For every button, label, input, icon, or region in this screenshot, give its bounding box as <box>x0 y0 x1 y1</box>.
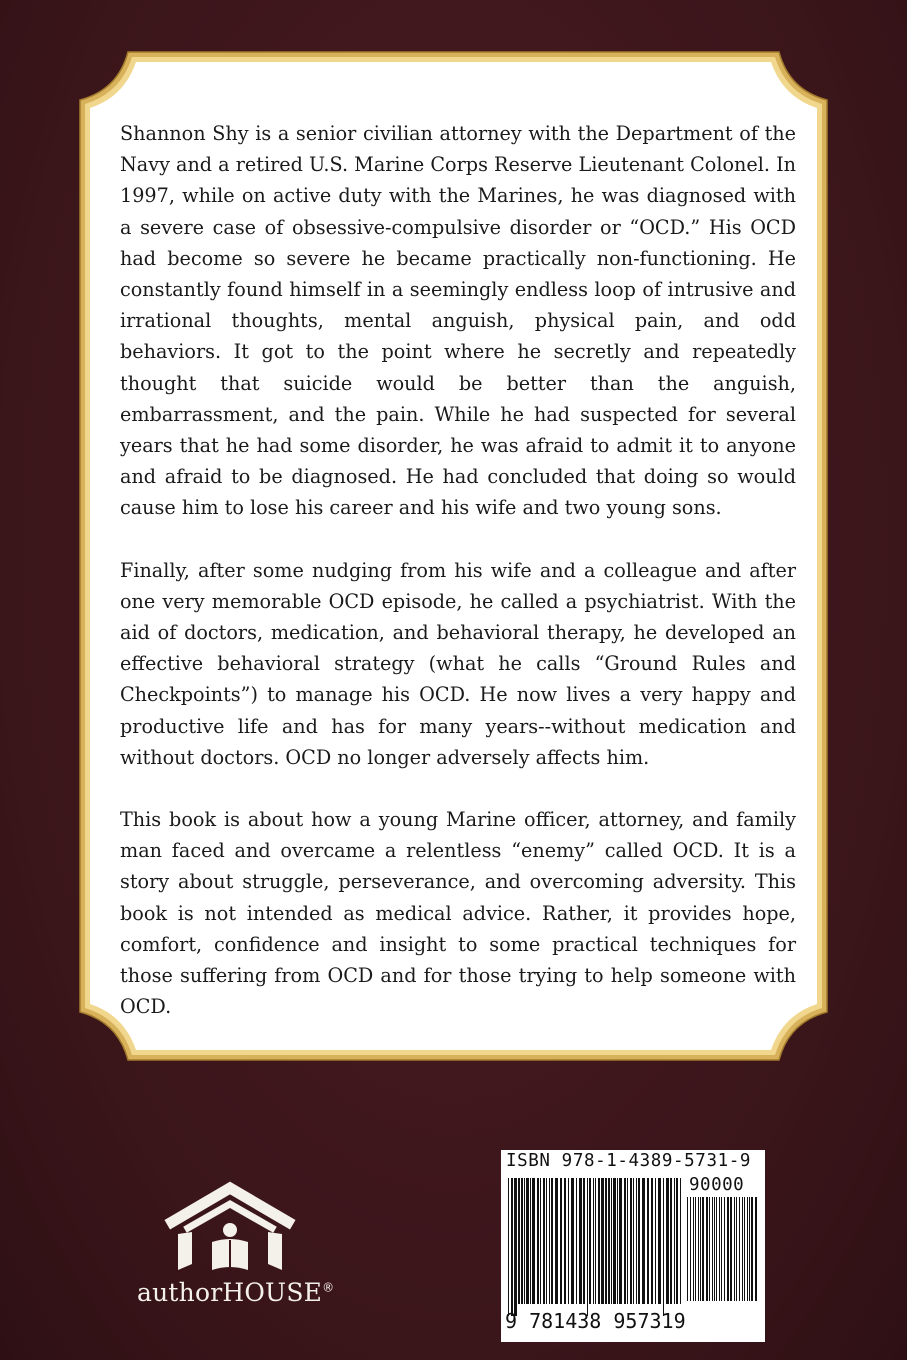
main-barcode-bars <box>508 1178 684 1318</box>
barcode-bar <box>576 1178 577 1304</box>
barcode-bar <box>524 1178 525 1304</box>
barcode-bar <box>676 1178 678 1304</box>
barcode-bar <box>714 1197 715 1301</box>
barcode-bar <box>698 1197 699 1301</box>
barcode-bar <box>647 1178 649 1304</box>
barcode-bar <box>739 1197 740 1301</box>
barcode-bar <box>537 1178 539 1304</box>
barcode-bar <box>636 1178 637 1304</box>
barcode-bar <box>716 1197 717 1301</box>
barcode-bar <box>709 1197 710 1301</box>
barcode-bar <box>583 1178 585 1304</box>
barcode-bar <box>624 1178 626 1304</box>
barcode-bar <box>651 1178 653 1304</box>
barcode-bar <box>530 1178 531 1304</box>
barcode-bar <box>663 1178 664 1316</box>
barcode-bar <box>749 1197 750 1301</box>
barcode-bar <box>619 1178 622 1304</box>
barcode-digits: 9 781438 957319 <box>505 1309 686 1333</box>
barcode-bar <box>719 1197 720 1301</box>
barcode-bar <box>555 1178 558 1304</box>
barcode-bar <box>514 1178 517 1316</box>
barcode-bar <box>693 1197 694 1301</box>
barcode-bar <box>695 1197 696 1301</box>
barcode-bar <box>690 1197 691 1301</box>
barcode-bar <box>551 1178 553 1304</box>
barcode-bar <box>521 1178 523 1304</box>
barcode-bar <box>721 1197 722 1301</box>
barcode-bar <box>655 1178 656 1304</box>
barcode-bar <box>687 1197 688 1301</box>
barcode-bar <box>755 1197 757 1301</box>
barcode-bar <box>508 1178 509 1316</box>
barcode-bar <box>712 1197 713 1301</box>
barcode-bar <box>633 1178 634 1304</box>
barcode-bar <box>540 1178 541 1304</box>
barcode-bar <box>706 1197 708 1301</box>
barcode-bar <box>736 1197 737 1301</box>
barcode-bar <box>744 1197 745 1301</box>
barcode-bar <box>579 1178 582 1304</box>
barcode-bar <box>742 1197 743 1301</box>
publisher-wordmark: authorHOUSE® <box>137 1278 335 1307</box>
barcode-bar <box>532 1178 535 1304</box>
barcode-bar <box>601 1178 604 1304</box>
barcode-bar <box>549 1178 550 1304</box>
barcode-bar <box>680 1178 681 1304</box>
barcode-bar <box>564 1178 566 1304</box>
back-cover-blurb <box>120 118 796 1022</box>
barcode-bar <box>734 1197 735 1301</box>
barcode-bar <box>630 1178 632 1304</box>
barcode-bar <box>598 1178 600 1304</box>
barcode-bar <box>617 1178 618 1304</box>
barcode-bar <box>608 1178 610 1304</box>
blurb-paragraph-3: This book is about how a young Marine officer, attorney, and family man faced and overcame a relentless “enemy” called OCD. It is a story about struggle, perseverance, and overcoming adversity. This book is not intended as medical advice. Rather, it provides hope, comfort, confidence and insight to some practical techniques for those suffering from OCD and for those trying to help someone with OCD. <box>120 808 796 1019</box>
barcode-bar <box>674 1178 675 1304</box>
barcode-bar <box>730 1197 732 1301</box>
barcode-bar <box>571 1178 574 1304</box>
blurb-paragraph-2: Finally, after some nudging from his wife and a colleague and after one very memorable OCD episode, he called a psychiatrist. With the aid of doctors, medication, and behavioral therapy, he developed an effective behavioral strategy (what he calls “Ground Rules and Checkpoints”) to manage his OCD. He now lives a very happy and productive life and has for many years--without medication and without doctors. OCD no longer adversely affects him. <box>120 558 796 769</box>
barcode-bar <box>613 1178 616 1304</box>
addon-barcode-bars <box>687 1197 759 1301</box>
barcode-bar <box>666 1178 669 1304</box>
barcode-bar <box>560 1178 562 1304</box>
barcode-bar <box>543 1178 545 1304</box>
barcode-bar <box>658 1178 661 1304</box>
barcode-bar <box>568 1178 569 1304</box>
barcode-bar <box>595 1178 596 1304</box>
barcode-bar <box>611 1178 612 1304</box>
barcode-bar <box>751 1197 753 1301</box>
barcode-bar <box>747 1197 748 1301</box>
barcode-bar <box>670 1178 672 1304</box>
barcode-bar <box>605 1178 607 1304</box>
barcode-bar <box>526 1178 529 1304</box>
blurb-paragraph-1: Shannon Shy is a senior civilian attorney with the Department of the Navy and a retired U.S. Marine Corps Reserve Lieutenant Colonel. In 1997, while on active duty with the Marines, he was diagnosed with a severe case of obsessive-compulsive disorder or “OCD.” His OCD had become so severe he became practically non-functioning. He constantly found himself in a seemingly endless loop of intrusive and irrational thoughts, mental anguish, physical pain, and odd behaviors. It got to the point where he secretly and repeatedly thought that suicide would be better than the anguish, embarrassment, and the pain. While he had suspected for several years that he had some disorder, he was afraid to admit it to anyone and afraid to be diagnosed. He had concluded that doing so would cause him to lose his career and his wife and two young sons. <box>120 122 797 520</box>
barcode-bar <box>727 1197 729 1301</box>
barcode-bar <box>593 1178 594 1304</box>
barcode-bar <box>587 1178 588 1316</box>
barcode-bar <box>642 1178 645 1304</box>
barcode-bar <box>627 1178 628 1304</box>
barcode-bar <box>700 1197 701 1301</box>
price-code: 90000 <box>689 1175 745 1195</box>
barcode-bar <box>702 1197 704 1301</box>
barcode-bar <box>589 1178 591 1304</box>
isbn-text: ISBN 978-1-4389-5731-9 <box>506 1151 751 1171</box>
barcode-bar <box>638 1178 640 1304</box>
barcode-bar <box>518 1178 520 1304</box>
barcode-bar <box>511 1178 513 1316</box>
barcode-bar <box>724 1197 725 1301</box>
barcode-bar <box>546 1178 547 1304</box>
